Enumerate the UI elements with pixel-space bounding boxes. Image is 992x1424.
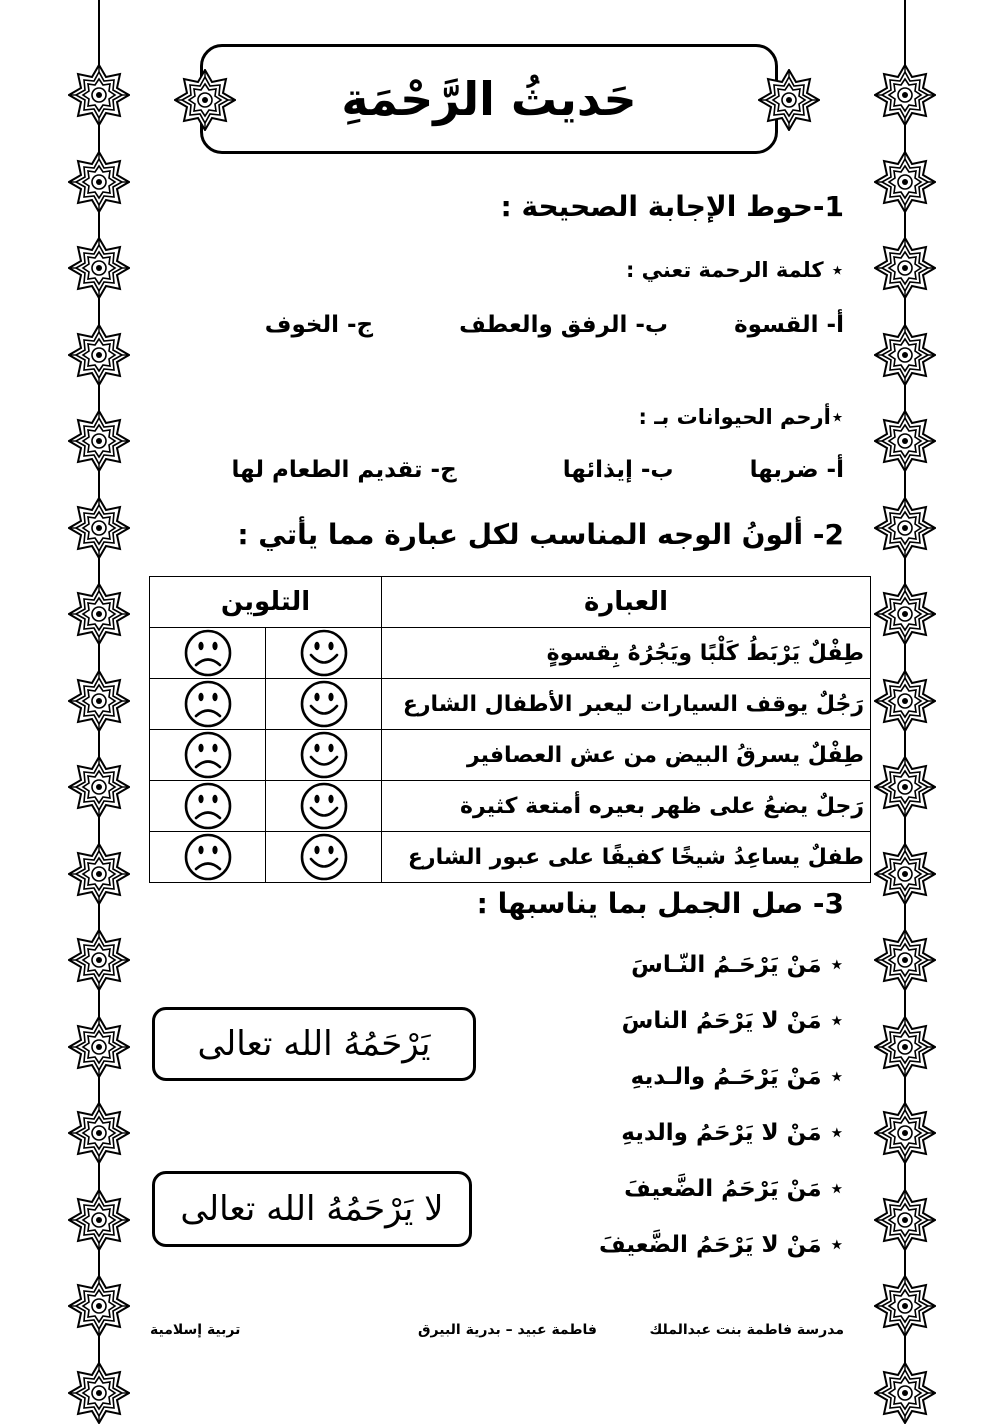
- border-ornament-icon: [68, 756, 130, 818]
- match-item[interactable]: ⋆ مَنْ يَرْحَـمُ النّـاسَ: [631, 952, 844, 978]
- title-box: [200, 44, 778, 154]
- match-item[interactable]: ⋆ مَنْ لا يَرْحَمُ الناسَ: [621, 1008, 844, 1034]
- border-ornament-icon: [874, 1362, 936, 1424]
- table-row: [150, 628, 871, 679]
- border-ornament-icon: [874, 583, 936, 645]
- border-ornament-icon: [874, 670, 936, 732]
- page-title: حَديثُ الرَّحْمَةِ: [341, 72, 637, 126]
- border-ornament-icon: [68, 1275, 130, 1337]
- happy-face-cell[interactable]: [266, 628, 382, 679]
- header-statement: العبارة: [382, 577, 871, 628]
- sad-face-cell[interactable]: [150, 781, 266, 832]
- statement-cell: طفلٌ يساعِدُ شيخًا كفيفًا على عبور الشارع: [382, 832, 871, 883]
- table-row: [150, 832, 871, 883]
- border-ornament-icon: [68, 1189, 130, 1251]
- border-ornament-icon: [874, 756, 936, 818]
- statement-cell: طِفْلٌ يسرقُ البيض من عش العصافير: [382, 730, 871, 781]
- border-ornament-icon: [68, 497, 130, 559]
- q1-prompt: ⋆ كلمة الرحمة تعني :: [625, 258, 844, 282]
- q2-option-a[interactable]: أ- ضربها: [749, 457, 844, 483]
- title-ornament-right-icon: [758, 69, 820, 131]
- happy-face-icon[interactable]: [299, 781, 349, 831]
- match-item[interactable]: ⋆ مَنْ لا يَرْحَمُ والديهِ: [621, 1120, 844, 1146]
- table-row: [150, 781, 871, 832]
- statement-cell: رَجلٌ يضعُ على ظهر بعيره أمتعة كثيرة: [382, 781, 871, 832]
- q2-prompt: ⋆أرحم الحيوانات بـ :: [638, 405, 844, 429]
- sad-face-icon[interactable]: [183, 781, 233, 831]
- sad-face-cell[interactable]: [150, 730, 266, 781]
- border-ornament-icon: [68, 410, 130, 472]
- answer-1-text: يَرْحَمُهُ الله تعالى: [197, 1024, 431, 1064]
- table-header-row: [150, 577, 871, 628]
- border-ornament-icon: [68, 843, 130, 905]
- border-ornament-icon: [874, 1102, 936, 1164]
- answer-box-1[interactable]: [152, 1007, 476, 1081]
- sad-face-cell[interactable]: [150, 679, 266, 730]
- section3-heading: 3- صل الجمل بما يناسبها :: [476, 887, 844, 920]
- border-ornament-icon: [874, 410, 936, 472]
- border-ornament-icon: [68, 670, 130, 732]
- border-ornament-icon: [68, 1362, 130, 1424]
- section1-heading: 1-حوط الإجابة الصحيحة :: [500, 190, 844, 223]
- border-ornament-icon: [68, 929, 130, 991]
- sad-face-cell[interactable]: [150, 832, 266, 883]
- border-ornament-icon: [874, 237, 936, 299]
- border-ornament-icon: [68, 64, 130, 126]
- happy-face-cell[interactable]: [266, 832, 382, 883]
- coloring-table: [149, 576, 871, 883]
- border-ornament-icon: [874, 64, 936, 126]
- border-ornament-icon: [68, 237, 130, 299]
- happy-face-icon[interactable]: [299, 730, 349, 780]
- table-row: [150, 679, 871, 730]
- q2-option-b[interactable]: ب- إيذائها: [562, 457, 674, 483]
- border-ornament-icon: [68, 1016, 130, 1078]
- border-ornament-icon: [874, 1016, 936, 1078]
- answer-2-text: لا يَرْحَمُهُ الله تعالى: [180, 1189, 444, 1229]
- answer-box-2[interactable]: [152, 1171, 472, 1247]
- statement-cell: رَجُلٌ يوقف السيارات ليعبر الأطفال الشارع: [382, 679, 871, 730]
- border-ornament-icon: [874, 151, 936, 213]
- border-ornament-icon: [874, 324, 936, 386]
- border-ornament-icon: [68, 583, 130, 645]
- q1-option-a[interactable]: أ- القسوة: [734, 312, 844, 338]
- border-ornament-icon: [68, 151, 130, 213]
- footer-subject: تربية إسلامية: [150, 1322, 241, 1338]
- border-ornament-icon: [874, 1189, 936, 1251]
- border-ornament-icon: [874, 843, 936, 905]
- footer-school: مدرسة فاطمة بنت عبدالملك: [649, 1322, 844, 1338]
- happy-face-icon[interactable]: [299, 628, 349, 678]
- happy-face-icon[interactable]: [299, 832, 349, 882]
- match-item[interactable]: ⋆ مَنْ لا يَرْحَمُ الضَّعيفَ: [599, 1232, 844, 1258]
- q2-options: [232, 457, 844, 483]
- statement-cell: طِفْلٌ يَرْبَطُ كَلْبًا ويَجُرُهُ بِقسوةٍ: [382, 628, 871, 679]
- happy-face-icon[interactable]: [299, 679, 349, 729]
- sad-face-icon[interactable]: [183, 679, 233, 729]
- border-ornament-icon: [68, 1102, 130, 1164]
- sad-face-icon[interactable]: [183, 730, 233, 780]
- title-ornament-left-icon: [174, 69, 236, 131]
- sad-face-icon[interactable]: [183, 628, 233, 678]
- q1-options: [265, 312, 844, 338]
- q1-option-c[interactable]: ج- الخوف: [264, 312, 374, 338]
- footer-teachers: فاطمة عبيد – بدرية البيرق: [418, 1322, 597, 1338]
- happy-face-cell[interactable]: [266, 781, 382, 832]
- border-ornament-icon: [874, 929, 936, 991]
- table-row: [150, 730, 871, 781]
- happy-face-cell[interactable]: [266, 679, 382, 730]
- match-item[interactable]: ⋆ مَنْ يَرْحَمُ الضَّعيفَ: [624, 1176, 844, 1202]
- sad-face-icon[interactable]: [183, 832, 233, 882]
- q2-option-c[interactable]: ج- تقديم الطعام لها: [231, 457, 457, 483]
- header-coloring: التلوين: [150, 577, 382, 628]
- sad-face-cell[interactable]: [150, 628, 266, 679]
- q1-option-b[interactable]: ب- الرفق والعطف: [459, 312, 669, 338]
- border-ornament-icon: [68, 324, 130, 386]
- section2-heading: 2- ألونُ الوجه المناسب لكل عبارة مما يأتي :: [237, 518, 844, 551]
- border-ornament-icon: [874, 1275, 936, 1337]
- match-item[interactable]: ⋆ مَنْ يَرْحَـمُ والـديهِ: [630, 1064, 844, 1090]
- border-ornament-icon: [874, 497, 936, 559]
- happy-face-cell[interactable]: [266, 730, 382, 781]
